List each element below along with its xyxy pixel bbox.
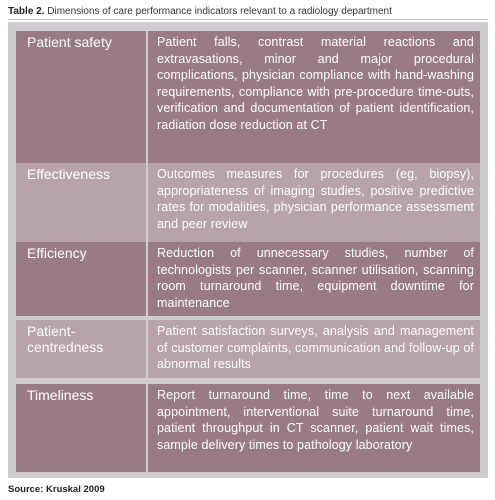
row-category: Patient-centredness <box>16 320 146 378</box>
row-description: Patient falls, contrast material reactions and extravasations, minor and major procedural complications, physician compliance with hand-washing requirements, compliance with pre-procedure time-outs, verification and documentation of patient identification, radiation dose reduction at CT <box>148 31 480 171</box>
table-caption <box>8 5 488 18</box>
row-category: Efficiency <box>16 242 146 316</box>
row-description: Report turnaround time, time to next available appointment, interventional suite turnaround time, patient throughput in CT scanner, patient wait times, sample delivery times to pathology laboratory <box>148 384 480 472</box>
row-category: Timeliness <box>16 384 146 472</box>
performance-indicators-table <box>8 22 488 478</box>
table-row-patient-centredness <box>16 320 480 378</box>
row-category: Patient safety <box>16 31 146 171</box>
row-description: Patient satisfaction surveys, analysis and management of customer complaints, communication and follow-up of abnormal results <box>148 320 480 378</box>
table-caption-text: Dimensions of care performance indicators relevant to a radiology department <box>44 6 392 17</box>
table-source: Source: Kruskal 2009 <box>8 484 105 495</box>
row-category: Effectiveness <box>16 163 146 248</box>
table-row-efficiency <box>16 242 480 316</box>
table-caption-label: Table 2. <box>8 6 45 17</box>
table-row-effectiveness <box>16 163 480 248</box>
row-description: Outcomes measures for procedures (eg, biopsy), appropriateness of imaging studies, positive predictive rates for modalities, physician performance assessment and peer review <box>148 163 480 248</box>
table-row-patient-safety <box>16 31 480 171</box>
caption-divider <box>8 19 488 20</box>
table-row-timeliness <box>16 384 480 472</box>
row-description: Reduction of unnecessary studies, number of technologists per scanner, scanner utilisation, scanning room turnaround time, equipment downtime for maintenance <box>148 242 480 316</box>
